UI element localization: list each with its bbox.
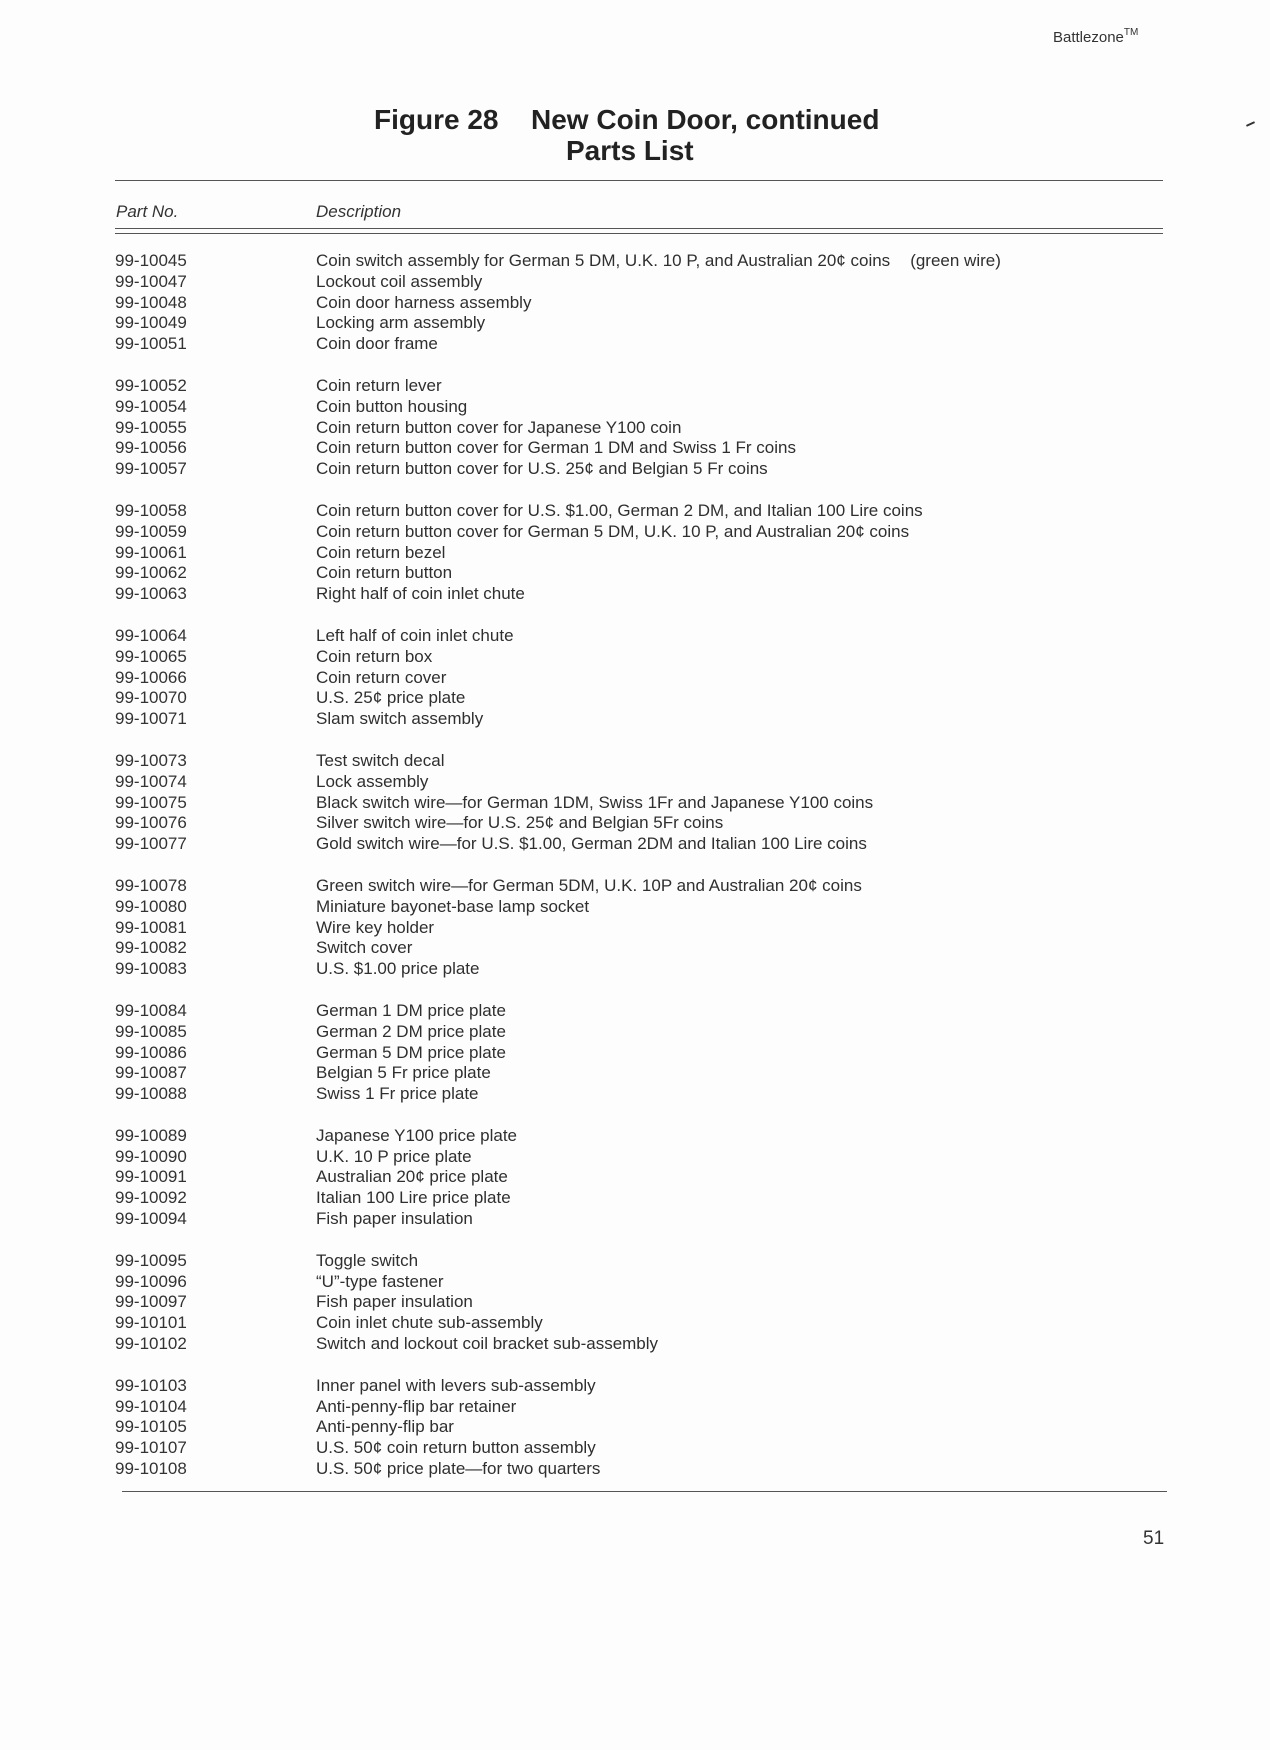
part-description: Coin return button cover for U.S. 25¢ and Belgian 5 Fr coins xyxy=(316,459,768,479)
parts-group xyxy=(115,876,1115,980)
part-number: 99-10091 xyxy=(115,1167,187,1187)
part-description: Switch and lockout coil bracket sub-assembly xyxy=(316,1334,659,1354)
part-description: Inner panel with levers sub-assembly xyxy=(316,1375,596,1395)
part-number: 99-10061 xyxy=(115,542,187,562)
table-row xyxy=(115,1438,1115,1459)
part-description: Fish paper insulation xyxy=(316,1209,473,1229)
part-number: 99-10081 xyxy=(115,917,187,937)
part-description: Coin return button cover for German 1 DM and Swiss 1 Fr coins xyxy=(316,438,796,458)
figure-title: New Coin Door, continued xyxy=(531,104,880,135)
part-number: 99-10064 xyxy=(115,625,187,645)
part-description: U.S. $1.00 price plate xyxy=(316,959,480,979)
table-row xyxy=(115,418,1115,439)
part-number: 99-10051 xyxy=(115,334,187,354)
table-row xyxy=(115,1376,1115,1397)
table-row xyxy=(115,376,1115,397)
part-number: 99-10045 xyxy=(115,251,187,270)
part-description: Australian 20¢ price plate xyxy=(316,1167,508,1187)
part-number: 99-10107 xyxy=(115,1438,187,1458)
part-description: Coin door frame xyxy=(316,334,438,354)
part-number: 99-10066 xyxy=(115,667,187,687)
part-number: 99-10071 xyxy=(115,709,187,729)
part-description: Coin return lever xyxy=(316,375,442,395)
part-number: 99-10048 xyxy=(115,292,187,312)
table-row xyxy=(115,709,1115,730)
table-row xyxy=(115,813,1115,834)
part-number: 99-10088 xyxy=(115,1084,187,1104)
table-row xyxy=(115,293,1115,314)
part-number: 99-10059 xyxy=(115,521,187,541)
table-row xyxy=(115,626,1115,647)
part-description: U.K. 10 P price plate xyxy=(316,1146,472,1166)
table-row xyxy=(115,272,1115,293)
parts-list-table xyxy=(115,251,1115,1501)
table-row xyxy=(115,1334,1115,1355)
parts-group xyxy=(115,376,1115,480)
table-row xyxy=(115,918,1115,939)
part-description: Italian 100 Lire price plate xyxy=(316,1188,511,1208)
part-number: 99-10070 xyxy=(115,688,187,708)
part-number: 99-10055 xyxy=(115,417,187,437)
table-row xyxy=(115,334,1115,355)
table-row xyxy=(115,313,1115,334)
part-number: 99-10104 xyxy=(115,1396,187,1416)
part-number: 99-10063 xyxy=(115,584,187,604)
part-description: Coin return bezel xyxy=(316,542,446,562)
table-row xyxy=(115,459,1115,480)
part-description: U.S. 50¢ price plate—for two quarters xyxy=(316,1459,601,1479)
part-note: (green wire) xyxy=(910,251,1001,270)
part-description: Coin return button cover for Japanese Y100 coin xyxy=(316,417,682,437)
part-number: 99-10049 xyxy=(115,313,187,333)
part-number: 99-10056 xyxy=(115,438,187,458)
table-row xyxy=(115,959,1115,980)
table-row xyxy=(115,584,1115,605)
table-row xyxy=(115,1397,1115,1418)
part-number: 99-10101 xyxy=(115,1313,187,1333)
part-number: 99-10084 xyxy=(115,1000,187,1020)
part-description: Switch cover xyxy=(316,938,413,958)
parts-group xyxy=(115,501,1115,605)
part-number: 99-10094 xyxy=(115,1209,187,1229)
parts-list-subtitle: Parts List xyxy=(566,135,694,166)
part-description: Fish paper insulation xyxy=(316,1292,473,1312)
part-description: German 5 DM price plate xyxy=(316,1042,506,1062)
top-rule xyxy=(115,180,1163,181)
running-head-title: Battlezone xyxy=(1053,29,1124,46)
table-row xyxy=(115,1043,1115,1064)
part-number: 99-10090 xyxy=(115,1146,187,1166)
part-number: 99-10092 xyxy=(115,1188,187,1208)
table-row xyxy=(115,772,1115,793)
parts-group xyxy=(115,626,1115,730)
table-row xyxy=(115,1313,1115,1334)
part-description: Miniature bayonet-base lamp socket xyxy=(316,896,590,916)
part-description: Coin return button xyxy=(316,563,453,583)
part-number: 99-10096 xyxy=(115,1271,187,1291)
part-number: 99-10102 xyxy=(115,1334,187,1354)
parts-group xyxy=(115,1376,1115,1480)
table-row xyxy=(115,1001,1115,1022)
table-row xyxy=(115,1084,1115,1105)
trademark-mark: TM xyxy=(1123,27,1139,38)
part-number: 99-10108 xyxy=(115,1459,187,1479)
part-number: 99-10097 xyxy=(115,1292,187,1312)
part-description: Gold switch wire—for U.S. $1.00, German 2DM and Italian 100 Lire coins xyxy=(316,834,867,854)
table-row xyxy=(115,1126,1115,1147)
part-number: 99-10086 xyxy=(115,1042,187,1062)
part-number: 99-10083 xyxy=(115,959,187,979)
part-number: 99-10105 xyxy=(115,1417,187,1437)
part-description: Swiss 1 Fr price plate xyxy=(316,1084,479,1104)
parts-group xyxy=(115,751,1115,855)
part-number: 99-10076 xyxy=(115,813,187,833)
table-row xyxy=(115,793,1115,814)
parts-group xyxy=(115,1251,1115,1355)
part-description: Coin return button cover for German 5 DM, U.K. 10 P, and Australian 20¢ coins xyxy=(316,521,910,541)
parts-group xyxy=(115,251,1115,355)
part-description: Toggle switch xyxy=(316,1250,419,1270)
figure-label: Figure 28 xyxy=(374,104,499,135)
table-row xyxy=(115,688,1115,709)
part-description: Anti-penny-flip bar retainer xyxy=(316,1396,517,1416)
part-description: Coin switch assembly for German 5 DM, U.K. 10 P, and Australian 20¢ coins xyxy=(316,251,891,270)
part-description: Wire key holder xyxy=(316,917,435,937)
part-description: Black switch wire—for German 1DM, Swiss 1Fr and Japanese Y100 coins xyxy=(316,792,874,812)
table-row xyxy=(115,876,1115,897)
part-number: 99-10082 xyxy=(115,938,187,958)
table-row xyxy=(115,751,1115,772)
part-description: Belgian 5 Fr price plate xyxy=(316,1063,491,1083)
part-number: 99-10052 xyxy=(115,375,187,395)
part-description: German 2 DM price plate xyxy=(316,1021,506,1041)
part-description: U.S. 50¢ coin return button assembly xyxy=(316,1438,596,1458)
table-row xyxy=(115,1209,1115,1230)
table-row xyxy=(115,1167,1115,1188)
part-description: Coin inlet chute sub-assembly xyxy=(316,1313,543,1333)
scan-speck xyxy=(1246,121,1255,127)
running-head xyxy=(1053,27,1138,46)
part-description: Coin return button cover for U.S. $1.00, German 2 DM, and Italian 100 Lire coins xyxy=(316,500,923,520)
part-description: Right half of coin inlet chute xyxy=(316,584,525,604)
table-row xyxy=(115,668,1115,689)
part-description: U.S. 25¢ price plate xyxy=(316,688,466,708)
part-number: 99-10057 xyxy=(115,459,187,479)
part-number: 99-10078 xyxy=(115,875,187,895)
figure-title-block xyxy=(374,104,879,166)
part-description: Coin return box xyxy=(316,646,433,666)
table-row xyxy=(115,1188,1115,1209)
table-row xyxy=(115,647,1115,668)
part-number: 99-10103 xyxy=(115,1375,187,1395)
part-number: 99-10047 xyxy=(115,271,187,291)
part-number: 99-10075 xyxy=(115,792,187,812)
table-row xyxy=(115,501,1115,522)
part-number: 99-10074 xyxy=(115,771,187,791)
part-number: 99-10080 xyxy=(115,896,187,916)
part-number: 99-10095 xyxy=(115,1250,187,1270)
part-description: German 1 DM price plate xyxy=(316,1000,506,1020)
table-row xyxy=(115,1063,1115,1084)
column-header-description: Description xyxy=(316,202,402,221)
part-description: Japanese Y100 price plate xyxy=(316,1125,518,1145)
table-row xyxy=(115,397,1115,418)
parts-group xyxy=(115,1126,1115,1230)
table-row xyxy=(115,1022,1115,1043)
table-row xyxy=(115,1147,1115,1168)
part-number: 99-10073 xyxy=(115,750,187,770)
part-number: 99-10087 xyxy=(115,1063,187,1083)
table-row xyxy=(115,938,1115,959)
part-description: Lockout coil assembly xyxy=(316,271,483,291)
part-number: 99-10065 xyxy=(115,646,187,666)
table-row xyxy=(115,834,1115,855)
table-row xyxy=(115,1292,1115,1313)
part-description: Green switch wire—for German 5DM, U.K. 10P and Australian 20¢ coins xyxy=(316,875,862,895)
parts-group xyxy=(115,1001,1115,1105)
table-row xyxy=(115,251,1115,272)
table-row xyxy=(115,522,1115,543)
part-description: Left half of coin inlet chute xyxy=(316,625,514,645)
table-row xyxy=(115,1272,1115,1293)
header-rule-lower xyxy=(115,233,1163,234)
bottom-rule xyxy=(122,1491,1167,1492)
part-number: 99-10054 xyxy=(115,396,187,416)
part-description: Coin button housing xyxy=(316,396,468,416)
part-description: Anti-penny-flip bar xyxy=(316,1417,454,1437)
part-number: 99-10062 xyxy=(115,563,187,583)
part-number: 99-10089 xyxy=(115,1125,187,1145)
part-description: Test switch decal xyxy=(316,750,445,770)
part-description: Silver switch wire—for U.S. 25¢ and Belgian 5Fr coins xyxy=(316,813,724,833)
part-number: 99-10077 xyxy=(115,834,187,854)
header-rule-upper xyxy=(115,228,1163,229)
part-description: Coin door harness assembly xyxy=(316,292,532,312)
part-number: 99-10085 xyxy=(115,1021,187,1041)
page-number: 51 xyxy=(1143,1528,1165,1549)
table-row xyxy=(115,1459,1115,1480)
column-header-part-no: Part No. xyxy=(116,202,179,221)
part-description: Slam switch assembly xyxy=(316,709,484,729)
part-number: 99-10058 xyxy=(115,500,187,520)
table-row xyxy=(115,438,1115,459)
table-row xyxy=(115,1417,1115,1438)
table-row xyxy=(115,543,1115,564)
table-row xyxy=(115,897,1115,918)
part-description: Lock assembly xyxy=(316,771,429,791)
part-description: “U”-type fastener xyxy=(316,1271,444,1291)
table-row xyxy=(115,1251,1115,1272)
table-row xyxy=(115,563,1115,584)
part-description: Coin return cover xyxy=(316,667,447,687)
part-description: Locking arm assembly xyxy=(316,313,486,333)
